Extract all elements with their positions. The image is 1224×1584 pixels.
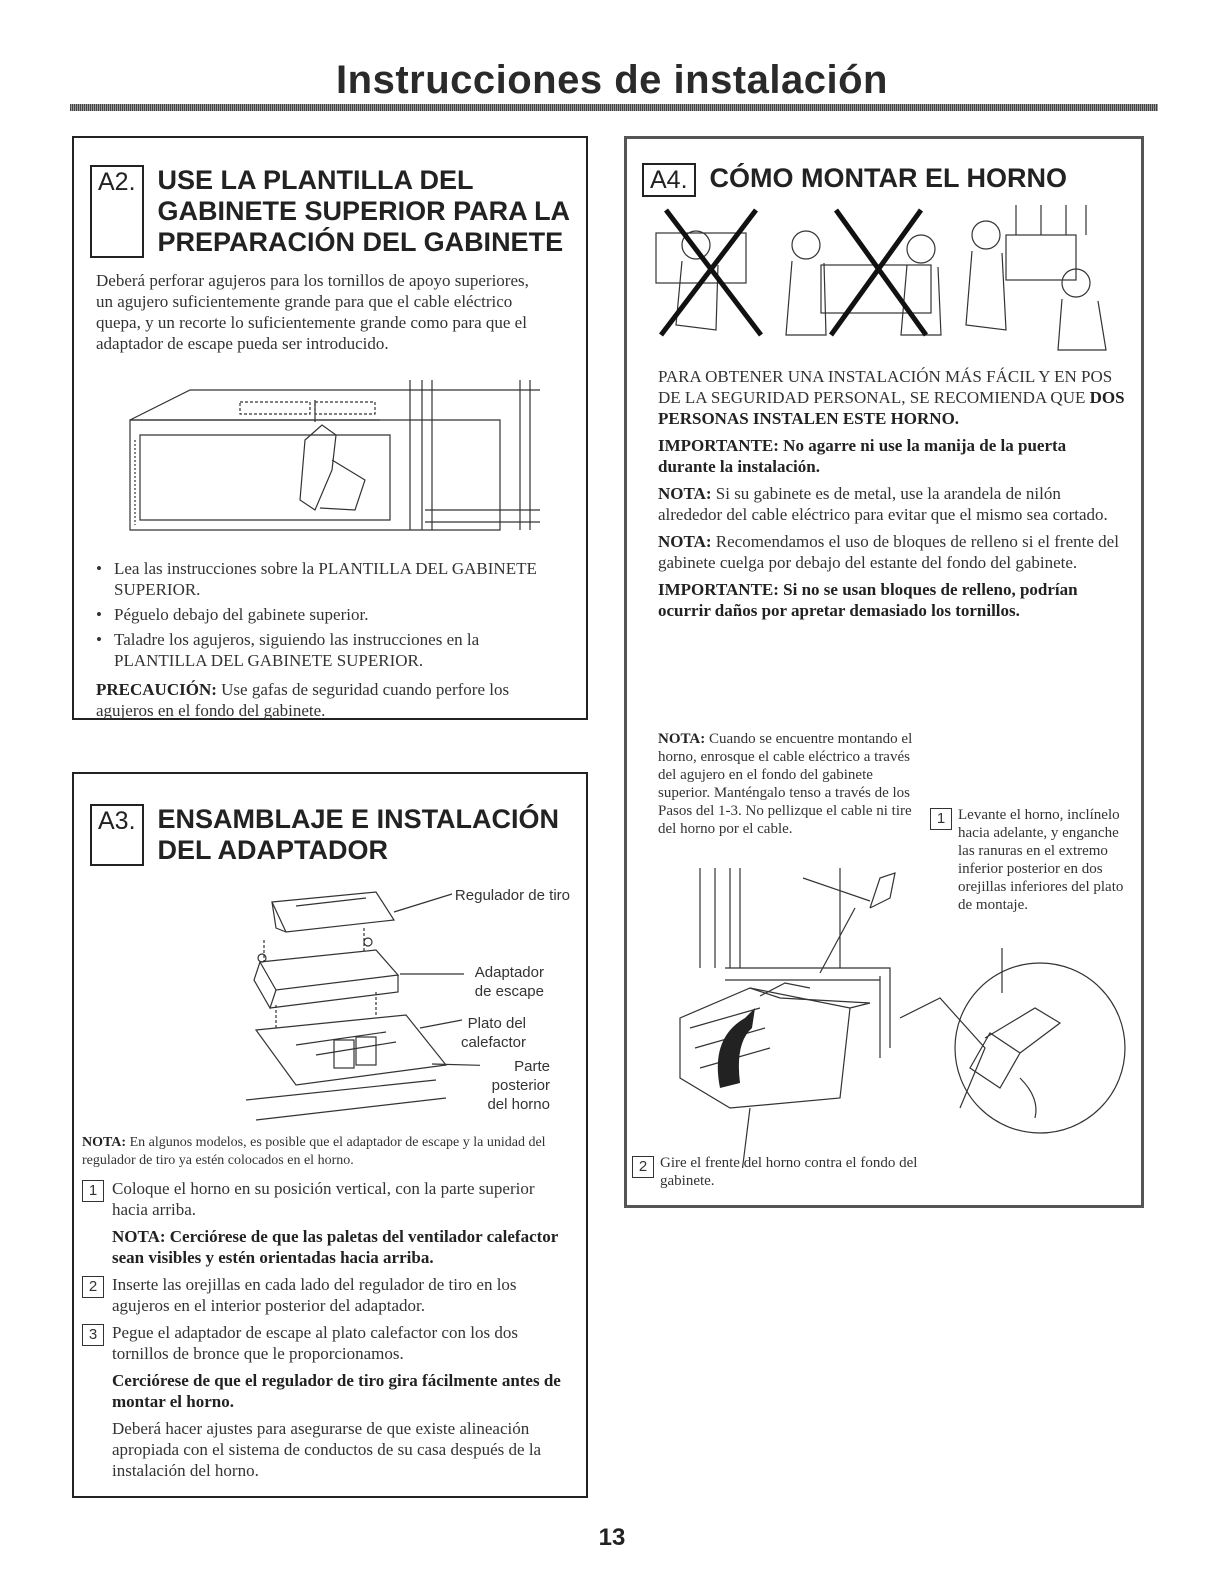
a3-step-1 (82, 1178, 572, 1268)
a3-step-2-text: Inserte las orejillas en cada lado del regulador de tiro en los agujeros en el interior posterior del adaptador. (112, 1275, 517, 1315)
a3-label-adapter-2: de escape (474, 983, 544, 1000)
a4-body (658, 366, 1128, 627)
a2-caution-label: PRECAUCIÓN: (96, 680, 217, 699)
a2-heading: USE LA PLANTILLA DEL GABINETE SUPERIOR PARA LA PREPARACIÓN DEL GABINETE (157, 165, 570, 257)
a3-heading-block (90, 804, 580, 866)
a2-bullet: • Taladre los agujeros, siguiendo las instrucciones en la PLANTILLA DEL GABINETE SUPERIOR. (96, 629, 566, 671)
a4-step-2-text: Gire el frente del horno contra el fondo del gabinete. (660, 1155, 918, 1189)
title-rule (70, 104, 1158, 111)
a3-label-back-2: posterior (491, 1077, 550, 1094)
a3-label-heater-1: Plato del (467, 1015, 526, 1032)
a3-step-3-text: Pegue el adaptador de escape al plato calefactor con los dos tornillos de bronce que le proporcionamos. (112, 1323, 518, 1363)
a4-important-2: IMPORTANTE: Si no se usan bloques de relleno, podrían ocurrir daños por apretar demasiado los tornillos. (658, 580, 1078, 620)
a4-note-2-text: Recomendamos el uso de bloques de relleno si el frente del gabinete cuelga por debajo del estante del fondo del gabinete. (658, 532, 1119, 572)
a2-cabinet-drill-illustration (110, 380, 550, 550)
page-title: Instrucciones de instalación (336, 58, 888, 102)
a3-step-1-number: 1 (82, 1180, 104, 1202)
a3-step-2 (82, 1274, 572, 1316)
a2-heading-block (90, 165, 580, 258)
a4-badge: A4. (642, 163, 696, 197)
a3-step-3-note: Cerciórese de que el regulador de tiro gira fácilmente antes de montar el horno. (112, 1371, 561, 1411)
a3-note-label: NOTA: (82, 1135, 127, 1150)
a2-intro: Deberá perforar agujeros para los tornillos de apoyo superiores, un agujero suficientemente grande para que el cable eléctrico quepa, y un recorte lo suficientemente grande como para que el adaptador de escape pueda ser introducido. (96, 271, 529, 353)
a2-caution-text: Use gafas de seguridad cuando perfore los agujeros en el fondo del gabinete. (96, 680, 510, 720)
a4-note-2-label: NOTA: (658, 532, 712, 551)
a4-intro-plain: PARA OBTENER UNA INSTALACIÓN MÁS FÁCIL Y EN POS DE LA SEGURIDAD PERSONAL, SE RECOMIENDA QUE (658, 367, 1113, 407)
a3-label-back-3: del horno (487, 1096, 550, 1113)
a4-note-3 (658, 730, 920, 838)
a4-step-2-number: 2 (632, 1156, 654, 1178)
a4-heading-block (642, 163, 1132, 197)
a2-bullets-block (96, 558, 566, 727)
a3-step-1-note: NOTA: Cerciórese de que las paletas del ventilador calefactor sean visibles y estén orientadas hacia arriba. (112, 1227, 559, 1267)
a3-step-2-number: 2 (82, 1276, 104, 1298)
a4-intro (658, 366, 1128, 429)
a3-step-3 (82, 1322, 572, 1481)
a3-badge: A3. (90, 804, 144, 866)
a3-label-damper: Regulador de tiro (454, 887, 570, 904)
a4-note-1-text: Si su gabinete es de metal, use la arandela de nilón alrededor del cable eléctrico para evitar que el mismo sea cortado. (658, 484, 1108, 524)
a2-badge: A2. (90, 165, 144, 258)
a3-label-adapter-1: Adaptador (474, 964, 544, 981)
a4-heading: CÓMO MONTAR EL HORNO (709, 163, 1068, 193)
a4-step-2 (632, 1154, 932, 1196)
a4-note-3-text: Cuando se encuentre montando el horno, enrosque el cable eléctrico a través del agujero en el fondo del gabinete superior. Manténgalo tenso a través de los Pasos del 1-3. No pellizque el cable ni tire del horno por el cable. (658, 731, 913, 837)
a4-note-3-label: NOTA: (658, 731, 706, 747)
a4-step-1-text: Levante el horno, inclínelo hacia adelante, y enganche las ranuras en el extremo inferior posterior en dos orejillas inferiores del plato de montaje. (958, 807, 1124, 913)
a4-intro-bold: DOS PERSONAS INSTALEN ESTE HORNO. (658, 388, 1125, 428)
a2-bullet: • Lea las instrucciones sobre la PLANTILLA DEL GABINETE SUPERIOR. (96, 558, 566, 600)
page-number: 13 (598, 1524, 626, 1551)
a3-label-back-1: Parte (514, 1058, 550, 1075)
a4-important-1: IMPORTANTE: No agarre ni use la manija de la puerta durante la instalación. (658, 436, 1067, 476)
a4-two-person-illustration (646, 205, 1126, 355)
a3-step-1-text: Coloque el horno en su posición vertical, con la parte superior hacia arriba. (112, 1179, 535, 1219)
a4-note-1-label: NOTA: (658, 484, 712, 503)
a3-step-3-after: Deberá hacer ajustes para asegurarse de que existe alineación apropiada con el sistema de conductos de su casa después de la instalación del horno. (112, 1419, 542, 1480)
a3-label-heater-2: calefactor (460, 1034, 526, 1051)
a2-bullet: • Péguelo debajo del gabinete superior. (96, 604, 566, 625)
a3-note-text: En algunos modelos, es posible que el adaptador de escape y la unidad del regulador de tiro ya estén colocados en el horno. (82, 1135, 546, 1168)
a3-step-3-number: 3 (82, 1324, 104, 1346)
a4-step-1-number: 1 (930, 808, 952, 830)
a3-body (82, 1134, 572, 1487)
a4-mounting-illustration (640, 868, 1130, 1168)
a3-heading: ENSAMBLAJE E INSTALACIÓN DEL ADAPTADOR (157, 804, 560, 865)
